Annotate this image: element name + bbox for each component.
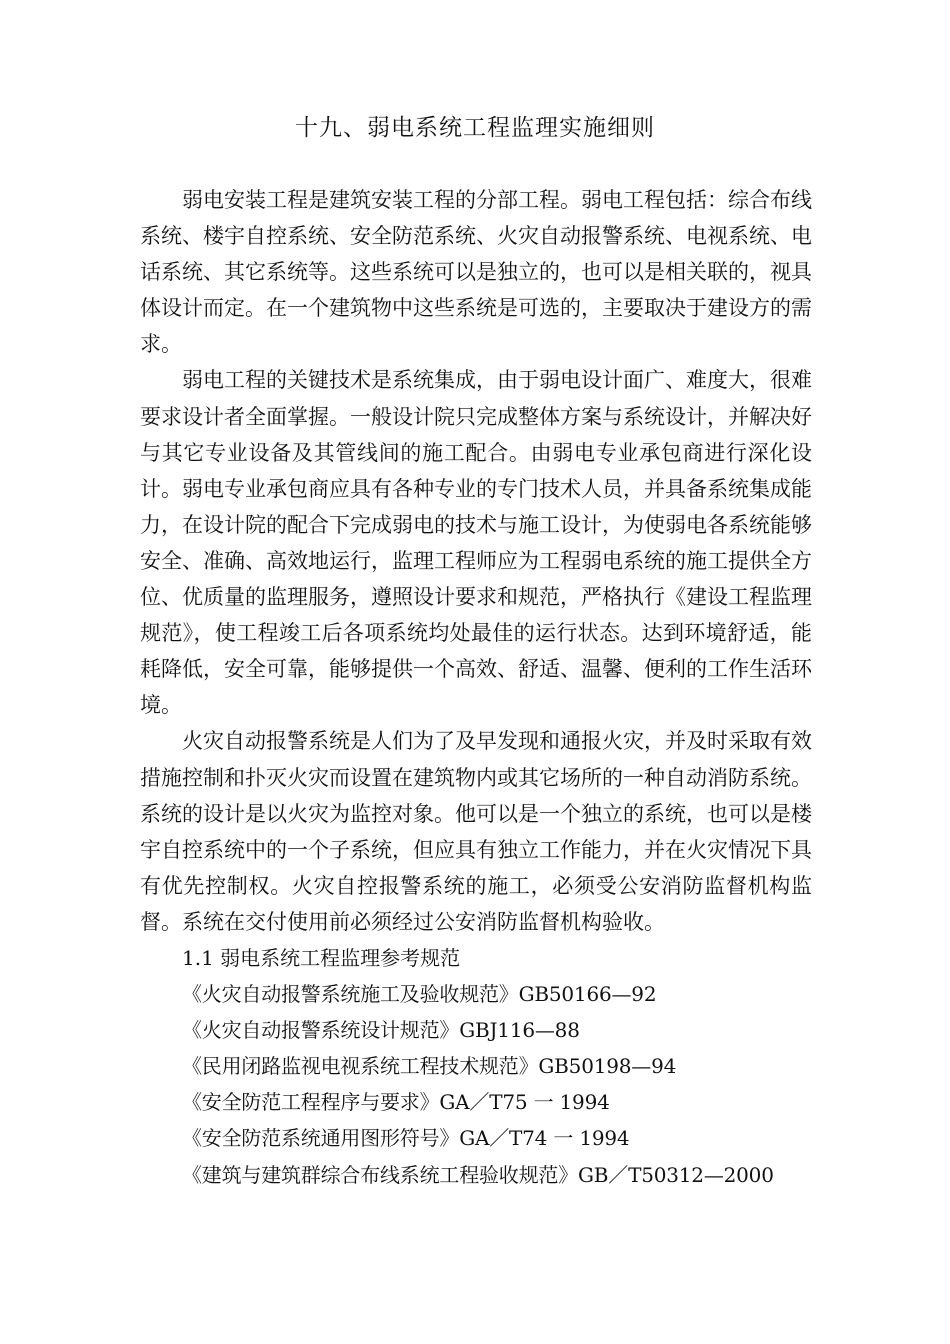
reference-item: 《安全防范系统通用图形符号》GA／T74 一 1994 [182, 1126, 630, 1151]
reference-item: 《建筑与建筑群综合布线系统工程验收规范》GB／T50312—2000 [182, 1162, 774, 1187]
paragraph-key-technology: 弱电工程的关键技术是系统集成，由于弱电设计面广、难度大，很难要求设计者全面掌握。一般设计院只完成整体方案与系统设计，并解决好与其它专业设备及其管线间的施工配合。由弱电专业承包商进行深化设计。弱电专业承包商应具有各种专业的专门技术人员，并具备系统集成能力，在设计院的配合下完成弱电的技术与施工设计，为使弱电各系统能够安全、准确、高效地运行，监理工程师应为工程弱电系统的施工提供全方位、优质量的监理服务，遵照设计要求和规范，严格执行《建设工程监理规范》，使工程竣工后各项系统均处最佳的运行状态。达到环境舒适，能耗降低，安全可靠，能够提供一个高效、舒适、温馨、便利的工作生活环境。 [140, 368, 812, 718]
section-heading: 1.1 弱电系统工程监理参考规范 [182, 945, 461, 970]
document-body [140, 182, 812, 1193]
paragraph-fire-alarm: 火灾自动报警系统是人们为了及早发现和通报火灾，并及时采取有效措施控制和扑灭火灾而设置在建筑物内或其它场所的一种自动消防系统。系统的设计是以火灾为监控对象。他可以是一个独立的系统，也可以是楼宇自控系统中的一个子系统，但应具有独立工作能力，并在火灾情况下具有优先控制权。火灾自控报警系统的施工，必须受公安消防监督机构监督。系统在交付使用前必须经过公安消防监督机构验收。 [140, 729, 812, 934]
page-title: 十九、弱电系统工程监理实施细则 [295, 115, 655, 141]
reference-item: 《安全防范工程程序与要求》GA／T75 一 1994 [182, 1090, 610, 1115]
reference-item: 《火灾自动报警系统施工及验收规范》GB50166—92 [182, 982, 657, 1007]
reference-item: 《火灾自动报警系统设计规范》GBJ116—88 [182, 1018, 580, 1043]
reference-item: 《民用闭路监视电视系统工程技术规范》GB50198—94 [182, 1054, 677, 1079]
reference-list [140, 976, 812, 1193]
paragraph-intro: 弱电安装工程是建筑安装工程的分部工程。弱电工程包括：综合布线系统、楼宇自控系统、安全防范系统、火灾自动报警系统、电视系统、电话系统、其它系统等。这些系统可以是独立的，也可以是相关联的，视具体设计而定。在一个建筑物中这些系统是可选的，主要取决于建设方的需求。 [140, 188, 812, 357]
